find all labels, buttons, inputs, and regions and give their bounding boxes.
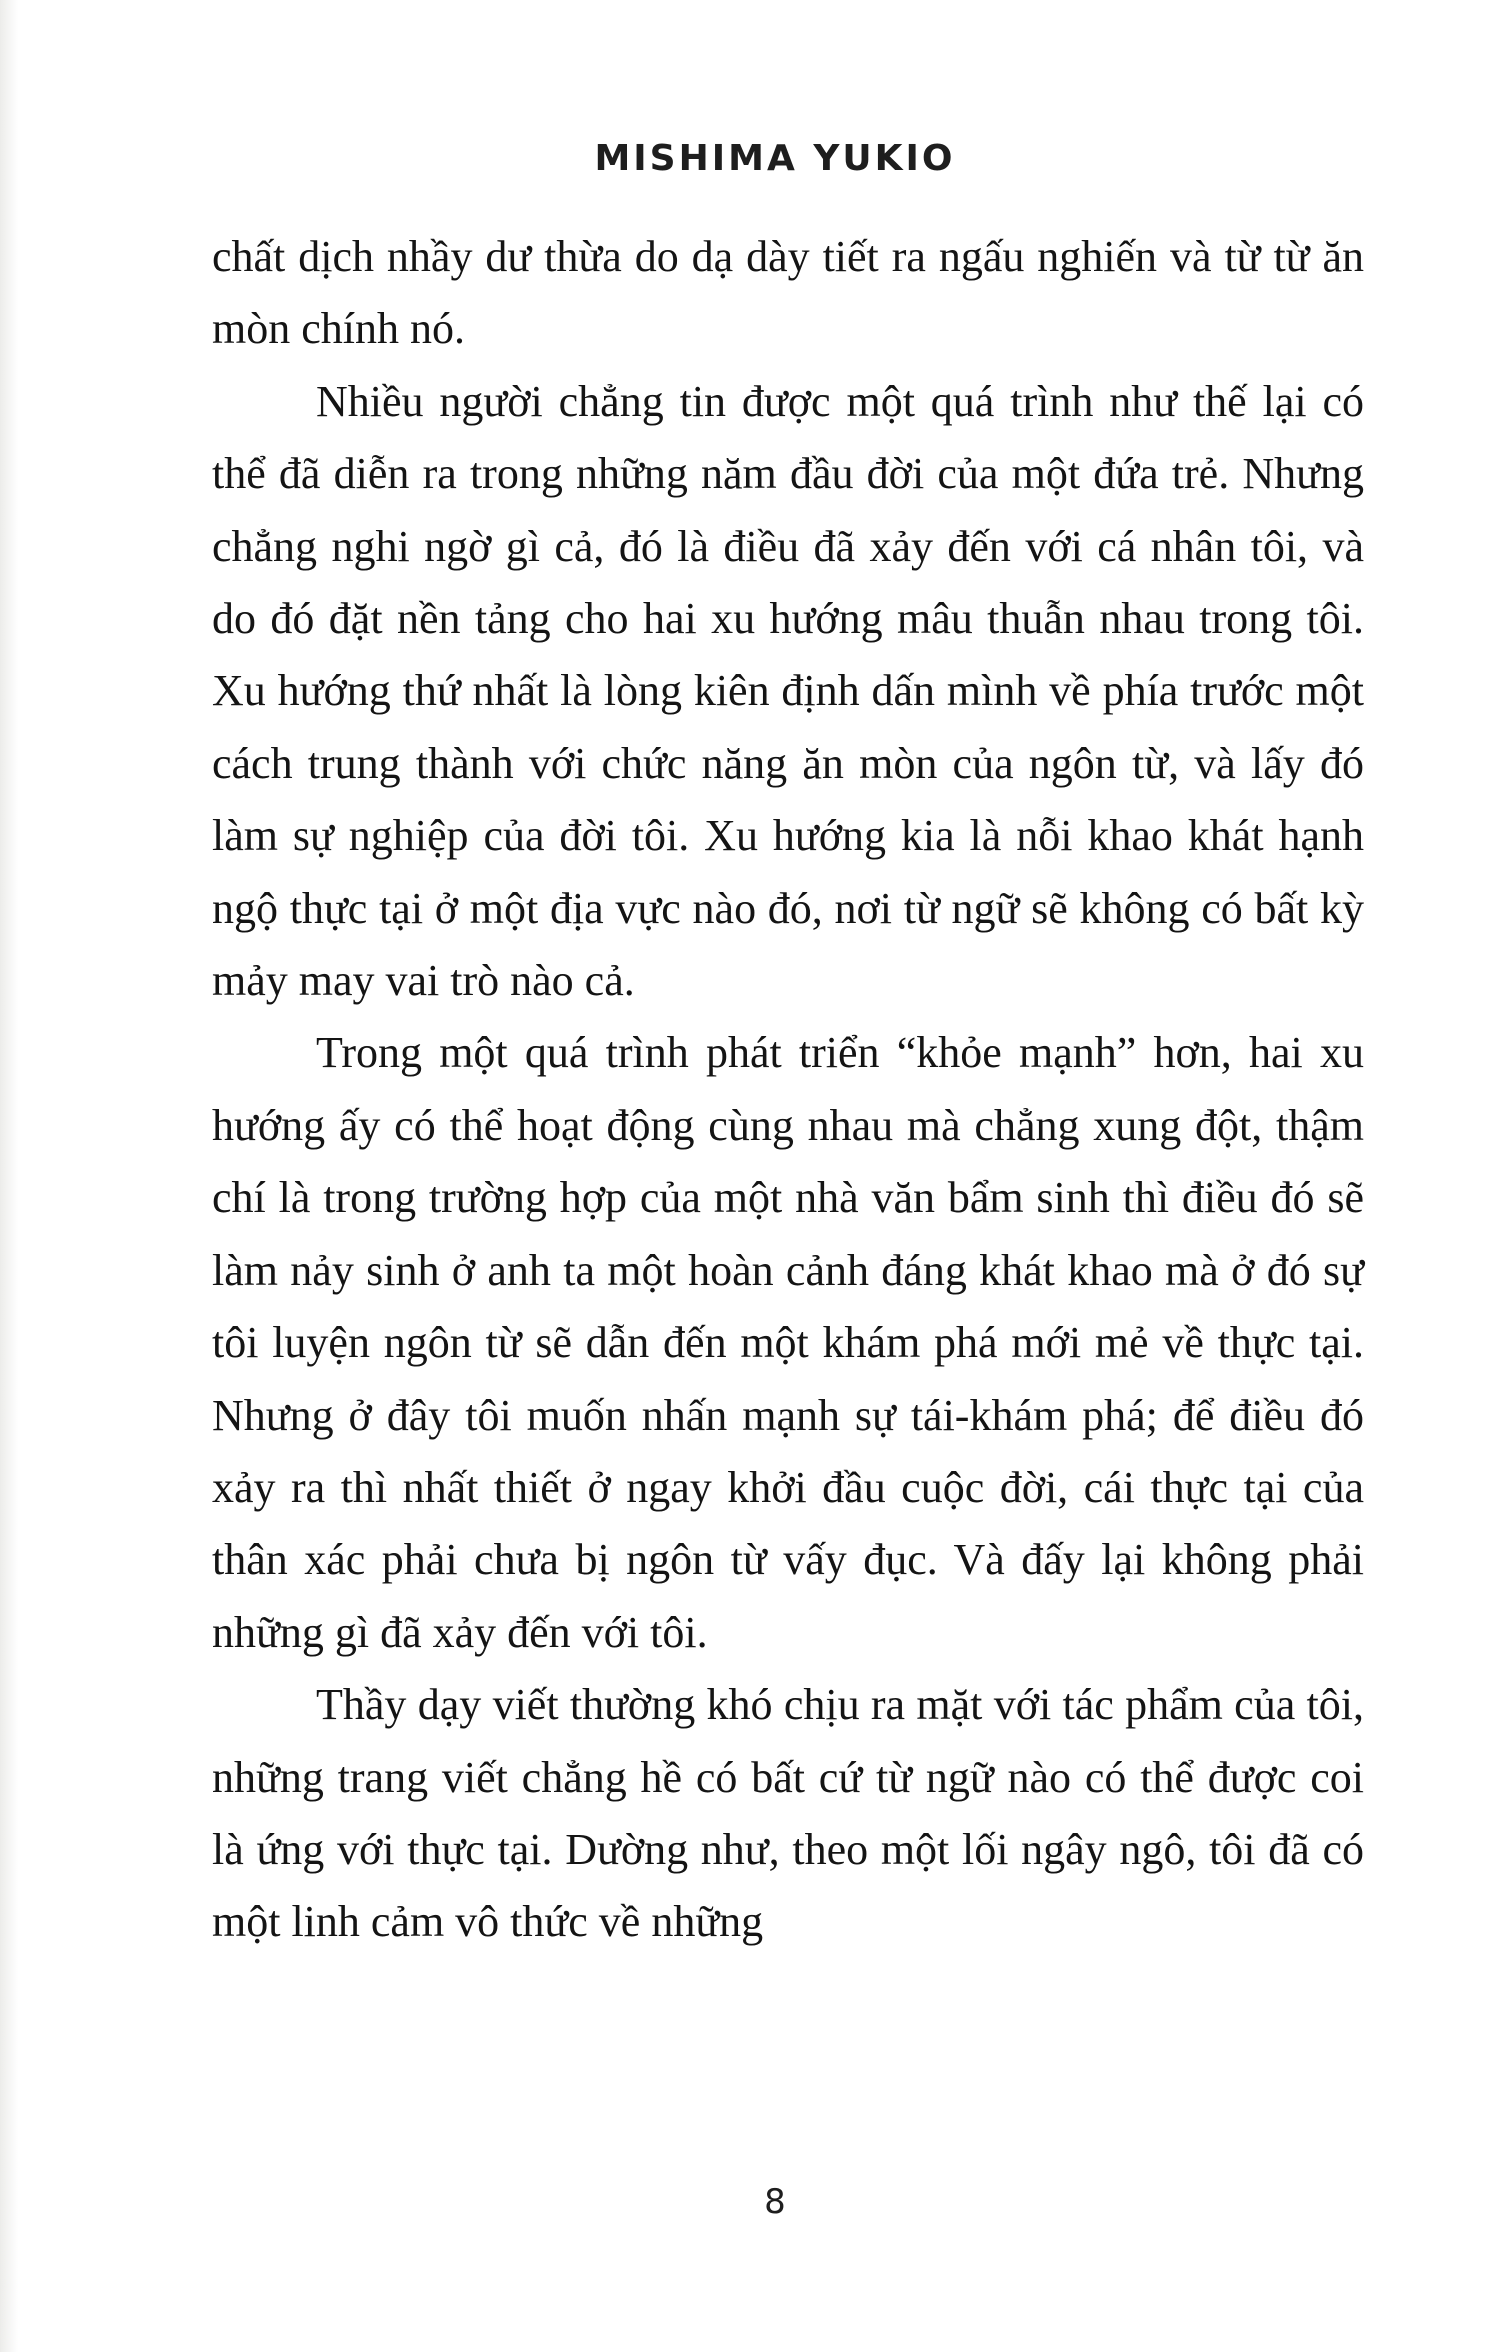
paragraph: Nhiều người chẳng tin được một quá trình như thế lại có thể đã diễn ra trong những năm đầu đời của một đứa trẻ. Nhưng chẳng nghi ngờ gì cả, đó là điều đã xảy đến với cá nhân tôi, và do đó đặt nền tảng cho hai xu hướng mâu thuẫn nhau trong tôi. Xu hướng thứ nhất là lòng kiên định dấn mình về phía trước một cách trung thành với chức năng ăn mòn của ngôn từ, và lấy đó làm sự nghiệp của đời tôi. Xu hướng kia là nỗi khao khát hạnh ngộ thực tại ở một địa vực nào đó, nơi từ ngữ sẽ không có bất kỳ mảy may vai trò nào cả.: [212, 376, 1364, 1006]
paragraph: Trong một quá trình phát triển “khỏe mạnh” hơn, hai xu hướng ấy có thể hoạt động cùng nhau mà chẳng xung đột, thậm chí là trong trường hợp của một nhà văn bẩm sinh thì điều đó sẽ làm nảy sinh ở anh ta một hoàn cảnh đáng khát khao mà ở đó sự tôi luyện ngôn từ sẽ dẫn đến một khám phá mới mẻ về thực tại. Nhưng ở đây tôi muốn nhấn mạnh sự tái-khám phá; để điều đó xảy ra thì nhất thiết ở ngay khởi đầu cuộc đời, cái thực tại của thân xác phải chưa bị ngôn từ vấy đục. Và đấy lại không phải những gì đã xảy đến với tôi.: [212, 1028, 1364, 1657]
paragraph: Thầy dạy viết thường khó chịu ra mặt với tác phẩm của tôi, những trang viết chẳng hề có bất cứ từ ngữ nào có thể được coi là ứng với thực tại. Dường như, theo một lối ngây ngô, tôi đã có một linh cảm vô thức về những: [212, 1680, 1364, 1947]
page-edge-shadow: [0, 0, 18, 2352]
page-number: 8: [764, 2182, 786, 2222]
paragraph-continued: chất dịch nhầy dư thừa do dạ dày tiết ra ngấu nghiến và từ từ ăn mòn chính nó.: [212, 232, 1364, 354]
running-head-author: MISHIMA YUKIO: [594, 138, 956, 179]
page-body: [212, 221, 1364, 1959]
